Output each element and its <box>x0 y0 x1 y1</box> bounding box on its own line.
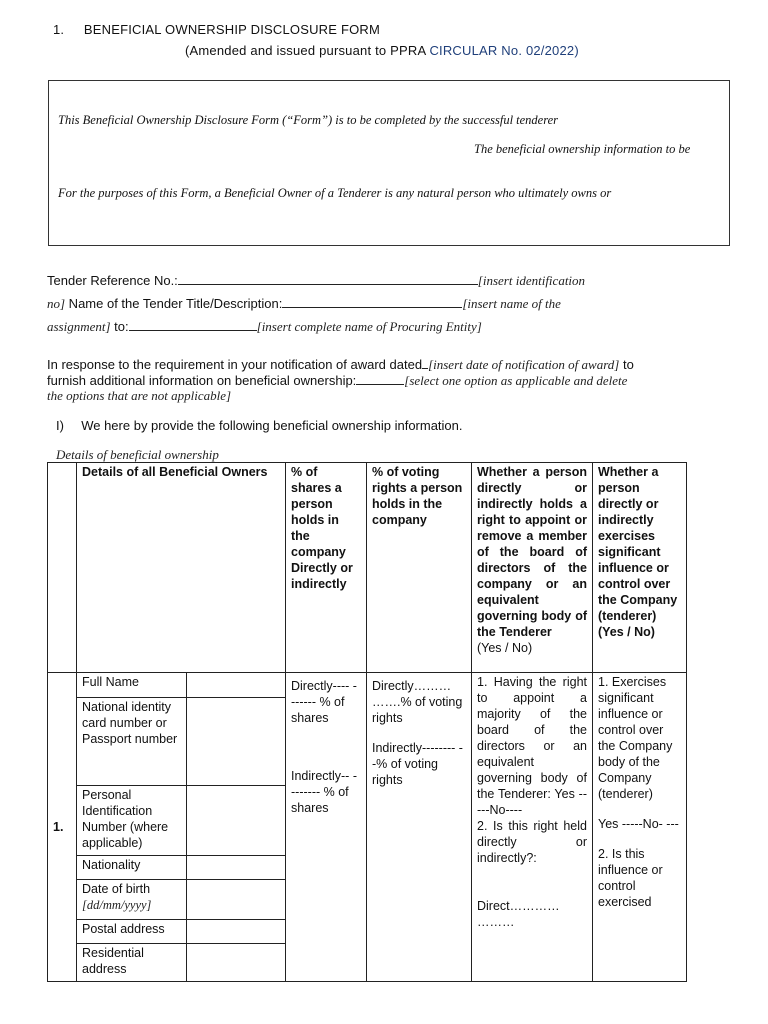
response-text-1-end: to <box>619 357 634 372</box>
option-one-marker: I) <box>56 418 64 433</box>
option-select-hint: [select one option as applicable and delete <box>404 373 628 388</box>
heading-number: 1. <box>53 22 65 37</box>
field-full-name-value[interactable] <box>186 673 285 697</box>
table-caption: Details of beneficial ownership <box>56 447 219 462</box>
header-influence: Whether a person directly or indirectly exercises significant influence or control over the Company (tenderer) (Yes / No) <box>593 463 687 673</box>
notice-line-3: For the purposes of this Form, a Beneficial Owner of a Tenderer is any natural person who ultimately owns or <box>58 186 612 200</box>
field-residential-value[interactable] <box>186 943 285 981</box>
award-date-hint: [insert date of notification of award] <box>428 357 620 372</box>
owner-row <box>48 673 687 982</box>
option-one-text: We here by provide the following beneficial ownership information. <box>81 418 463 433</box>
form-heading <box>53 22 380 37</box>
header-board <box>472 463 593 673</box>
tender-reference-input[interactable] <box>178 272 478 285</box>
influence-cell <box>593 673 687 982</box>
tender-reference-line <box>47 272 585 289</box>
field-dob-text: Date of birth <box>82 881 151 896</box>
owner-fields-table <box>77 673 285 981</box>
header-voting: % of voting rights a person holds in the company <box>367 463 472 673</box>
tender-title-label: Name of the Tender Title/Description: <box>65 296 283 311</box>
board-item-2[interactable]: 2. Is this right held directly or indirectly?: <box>477 819 587 865</box>
beneficial-ownership-table <box>47 462 687 982</box>
field-full-name-label: Full Name <box>77 673 186 697</box>
influence-item-1[interactable]: 1. Exercises significant influence or control over the Company body of the Company (tenderer) <box>598 675 673 801</box>
tender-reference-label: Tender Reference No.: <box>47 273 178 288</box>
notice-line-1: This Beneficial Ownership Disclosure Form (“Form”) is to be completed by the successful tenderer <box>58 113 559 127</box>
field-postal-label: Postal address <box>77 919 186 943</box>
shares-cell <box>286 673 367 982</box>
procuring-entity-line <box>47 318 482 335</box>
owner-details-cell <box>77 673 286 982</box>
tender-title-input[interactable] <box>282 295 462 308</box>
voting-cell <box>367 673 472 982</box>
form-title: BENEFICIAL OWNERSHIP DISCLOSURE FORM <box>83 22 381 37</box>
procuring-entity-label: to: <box>110 319 129 334</box>
tender-title-hint-end: assignment] <box>47 319 111 334</box>
response-line-3 <box>47 387 231 404</box>
table-header-row <box>48 463 687 673</box>
option-one <box>56 417 463 434</box>
subtitle-prefix: (Amended and issued pursuant to PPRA <box>185 43 430 58</box>
field-id-number-label: National identity card number or Passport number <box>77 697 186 785</box>
board-item-1[interactable]: 1. Having the right to appoint a majority of the board of the directors or an equivalent governing body of the Tenderer: Yes -- ---No---- <box>477 675 587 817</box>
field-residential-label: Residential address <box>77 943 186 981</box>
board-direct[interactable]: Direct………… ……… <box>477 899 560 929</box>
notice-box <box>48 80 730 246</box>
shares-indirect[interactable]: Indirectly-- -------- % of shares <box>291 769 357 815</box>
tender-reference-hint-end: no] <box>47 296 66 311</box>
header-owners: Details of all Beneficial Owners <box>77 463 286 673</box>
shares-direct[interactable]: Directly---- ------- % of shares <box>291 679 357 725</box>
form-subtitle <box>185 43 579 58</box>
influence-yes-no[interactable]: Yes -----No- --- <box>598 817 679 831</box>
ownership-option-input[interactable] <box>356 372 404 385</box>
field-dob-label <box>77 879 186 919</box>
field-nationality-label: Nationality <box>77 855 186 879</box>
tender-title-hint: [insert name of the <box>462 296 561 311</box>
procuring-entity-input[interactable] <box>129 318 257 331</box>
field-dob-value[interactable] <box>186 879 285 919</box>
field-dob-hint: [dd/mm/yyyy] <box>82 897 152 912</box>
influence-item-2[interactable]: 2. Is this influence or control exercised <box>598 847 663 909</box>
field-pin-value[interactable] <box>186 785 285 855</box>
voting-direct[interactable]: Directly……… …….% of voting rights <box>372 679 463 725</box>
response-text-1: In response to the requirement in your notification of award dated <box>47 357 423 372</box>
tender-title-line <box>47 295 561 312</box>
option-select-hint-end: the options that are not applicable] <box>47 388 232 403</box>
header-shares: % of shares a person holds in the company Directly or indirectly <box>286 463 367 673</box>
owner-row-number: 1. <box>48 673 77 982</box>
response-text-2: furnish additional information on beneficial ownership: <box>47 373 357 388</box>
procuring-entity-hint: [insert complete name of Procuring Entity] <box>256 319 482 334</box>
field-nationality-value[interactable] <box>186 855 285 879</box>
response-line-1 <box>47 356 634 373</box>
header-number-cell <box>48 463 77 673</box>
field-id-number-value[interactable] <box>186 697 285 785</box>
board-cell <box>472 673 593 982</box>
header-board-suffix: (Yes / No) <box>477 641 533 655</box>
field-postal-value[interactable] <box>186 919 285 943</box>
header-board-text: Whether a person directly or indirectly holds a right to appoint or remove a member of the board of directors of the company or an equivalent governing body of the Tenderer <box>477 465 587 639</box>
circular-reference: CIRCULAR No. 02/2022) <box>429 43 579 58</box>
voting-indirect[interactable]: Indirectly-------- --% of voting rights <box>372 741 463 787</box>
tender-reference-hint: [insert identification <box>477 273 586 288</box>
notice-line-2: The beneficial ownership information to be <box>474 142 691 156</box>
field-pin-label: Personal Identification Number (where applicable) <box>77 785 186 855</box>
